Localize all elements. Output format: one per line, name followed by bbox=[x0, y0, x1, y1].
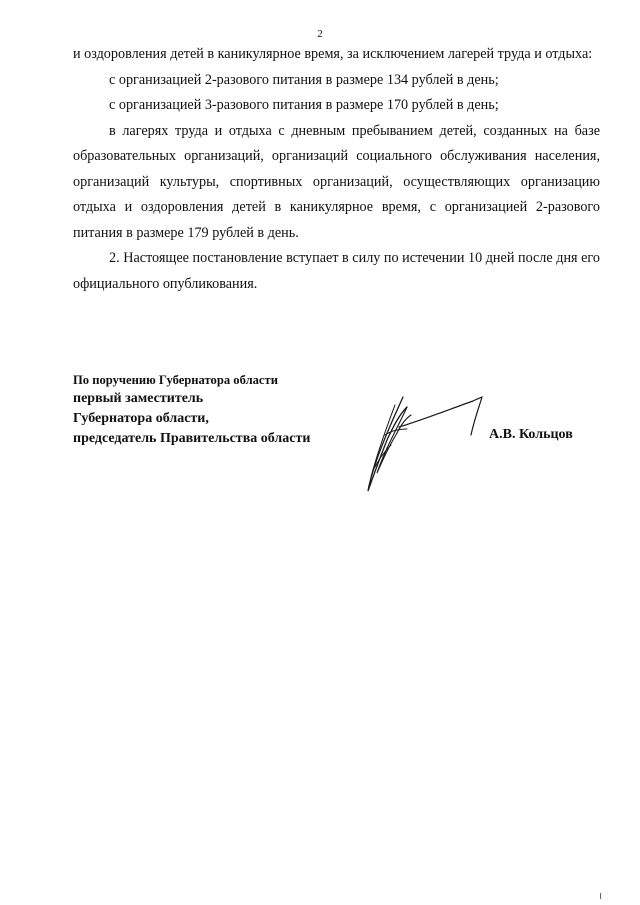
paragraph-effective-date: 2. Настоящее постановление вступает в силу по истечении 10 дней после дня его официального опубликования. bbox=[73, 250, 600, 292]
paragraph-labor-camps: в лагерях труда и отдыха с дневным пребыванием детей, созданных на базе образовательных организаций, организаций социального обслуживания населения, организаций культуры, спортивных организаций, осуществляющих организацию отдыха и оздоровления детей в каникулярное время, с организацией 2-разового питания в размере 179 рублей в день. bbox=[73, 122, 600, 241]
paragraph-continuation: и оздоровления детей в каникулярное время, за исключением лагерей труда и отдыха: bbox=[73, 46, 593, 62]
margin-mark bbox=[600, 893, 601, 899]
signatory-position-line-1: первый заместитель bbox=[73, 391, 204, 406]
signatory-position-line-3: председатель Правительства области bbox=[73, 431, 311, 446]
paragraph-meal-two: с организацией 2-разового питания в размере 134 рублей в день; bbox=[109, 71, 499, 88]
signatory-title-block bbox=[73, 372, 310, 449]
document-body bbox=[73, 42, 600, 297]
page-number: 2 bbox=[317, 28, 323, 40]
signatory-position-line-2: Губернатора области, bbox=[73, 411, 209, 426]
signer-name: А.В. Кольцов bbox=[489, 427, 573, 442]
signatory-authority-line: По поручению Губернатора области bbox=[73, 373, 278, 387]
paragraph-meal-three: с организацией 3-разового питания в размере 170 рублей в день; bbox=[109, 97, 499, 113]
handwritten-signature bbox=[355, 385, 495, 500]
